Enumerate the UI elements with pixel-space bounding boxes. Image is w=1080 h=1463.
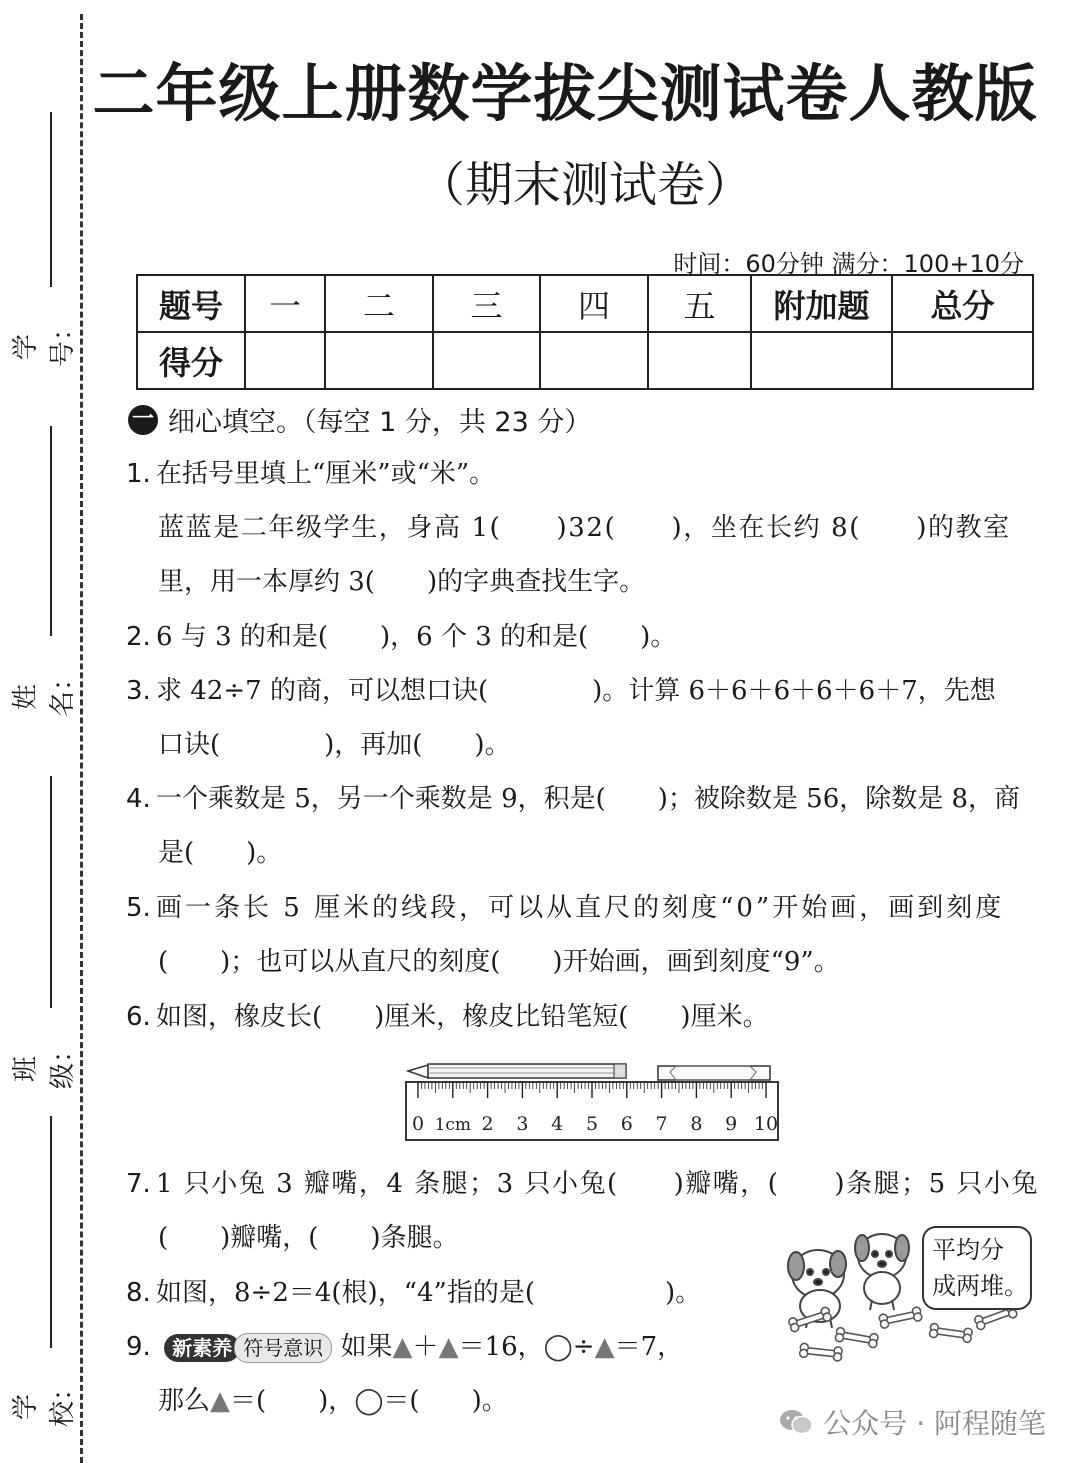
question-text: 在括号里填上“厘米”或“米”。	[156, 459, 496, 489]
bone-icon	[788, 1303, 1018, 1361]
score-header-cell: 题号	[137, 275, 245, 332]
ruler-tick-label: 3	[516, 1113, 529, 1135]
score-header-cell: 三	[433, 275, 540, 332]
score-header-cell: 五	[648, 275, 751, 332]
question-text: 求 42÷7 的商，可以想口诀( )。计算 6＋6＋6＋6＋6＋7，先想	[156, 676, 996, 706]
score-row-label: 得分	[137, 332, 245, 389]
time-info: 时间：60分钟 满分：100+10分	[673, 250, 1024, 278]
wechat-icon	[779, 1408, 813, 1436]
watermark-text: 公众号 · 阿程随笔	[823, 1407, 1046, 1440]
name-label: 姓名：	[11, 664, 78, 717]
question-text: 是( )。	[158, 838, 283, 868]
school-line	[50, 1116, 52, 1348]
plus-sign: ＋	[412, 1332, 439, 1362]
ruler-tick-label: 0	[411, 1113, 425, 1135]
question-text: 6 与 3 的和是( )，6 个 3 的和是( )。	[156, 622, 677, 652]
triangle-icon: ▲	[438, 1332, 459, 1362]
question-text: 蓝蓝是二年级学生，身高 1( )32( )，坐在长约 8( )的教室	[158, 513, 1011, 543]
binding-dashed-line	[80, 14, 83, 1463]
watermark	[779, 1402, 1046, 1442]
question-text: 如图，橡皮长( )厘米，橡皮比铅笔短( )厘米。	[156, 1002, 769, 1032]
badge-symbol-sense: 符号意识	[234, 1333, 332, 1363]
triangle-icon: ▲	[392, 1332, 413, 1362]
question-number: 5.	[126, 893, 151, 923]
circle-icon: ◯	[543, 1332, 573, 1362]
ruler-tick-label: 8	[690, 1113, 703, 1135]
speech-bubble-line: 成两堆。	[932, 1272, 1028, 1300]
score-cell[interactable]	[648, 332, 751, 389]
score-header-cell: 一	[245, 275, 325, 332]
triangle-icon: ▲	[210, 1386, 231, 1416]
question-text: ＝( )，	[230, 1386, 355, 1416]
ruler-tick-label: 2	[481, 1113, 494, 1135]
class-line	[50, 776, 52, 1008]
question-1	[126, 447, 1036, 609]
question-text: 里，用一本厚约 3( )的字典查找生字。	[158, 567, 646, 597]
question-number: 6.	[126, 1002, 151, 1032]
question-text: ＝( )。	[383, 1386, 508, 1416]
question-text: 那么	[158, 1386, 211, 1416]
question-text: ( )；也可以从直尺的刻度( )开始画，画到刻度“9”。	[158, 947, 840, 977]
question-number: 1.	[126, 459, 151, 489]
question-4	[126, 772, 1036, 880]
score-cell[interactable]	[245, 332, 325, 389]
section-number: 一	[128, 405, 158, 435]
ruler-tick-label: 7	[655, 1113, 668, 1135]
student-id-label: 学号：	[11, 314, 78, 367]
question-text: ＝7，	[614, 1332, 684, 1362]
question-text: 如果	[340, 1332, 393, 1362]
score-table	[136, 274, 1034, 390]
question-text: 画一条长 5 厘米的线段，可以从直尺的刻度“0”开始画，画到刻度	[156, 893, 1005, 923]
speech-bubble-line: 平均分	[932, 1236, 1004, 1264]
question-6	[126, 990, 1036, 1044]
question-text: ( )瓣嘴，( )条腿。	[158, 1223, 459, 1253]
score-table-score-row	[137, 332, 1033, 389]
score-cell[interactable]	[325, 332, 433, 389]
score-header-cell: 总分	[892, 275, 1033, 332]
ruler-tick-label: 4	[551, 1113, 564, 1135]
question-text: 一个乘数是 5，另一个乘数是 9，积是( )；被除数是 56，除数是 8，商	[156, 784, 1021, 814]
score-header-cell: 二	[325, 275, 433, 332]
divide-sign: ÷	[572, 1332, 595, 1362]
badge-new-literacy: 新素养	[164, 1334, 240, 1362]
question-2	[126, 610, 1036, 664]
school-label: 学校：	[11, 1374, 78, 1427]
eraser	[658, 1066, 770, 1080]
class-label: 班级：	[11, 1036, 78, 1089]
question-text: 口诀( )，再加( )。	[158, 730, 511, 760]
question-5	[126, 881, 1036, 989]
score-cell[interactable]	[433, 332, 540, 389]
question-number: 8.	[126, 1278, 151, 1308]
ruler-tick-label: 6	[620, 1113, 633, 1135]
score-header-cell: 四	[540, 275, 648, 332]
score-cell[interactable]	[540, 332, 648, 389]
question-3	[126, 664, 1036, 772]
score-cell[interactable]	[892, 332, 1033, 389]
question-text: ＝16，	[458, 1332, 544, 1362]
question-number: 3.	[126, 676, 151, 706]
page-subtitle: （期末测试卷）	[416, 157, 753, 213]
name-line	[50, 426, 52, 636]
question-text: 如图，8÷2＝4(根)，“4”指的是( )。	[156, 1278, 702, 1308]
speech-bubble	[922, 1226, 1032, 1310]
question-number: 4.	[126, 784, 151, 814]
score-header-cell: 附加题	[751, 275, 892, 332]
ruler-tick-label: 5	[585, 1113, 599, 1135]
question-number: 7.	[126, 1169, 151, 1199]
page-title: 二年级上册数学拔尖测试卷人教版	[92, 57, 1038, 130]
ruler-tick-label: 1cm	[434, 1115, 472, 1135]
ruler-tick-label: 9	[725, 1113, 738, 1135]
circle-icon: ◯	[354, 1386, 384, 1416]
pencil-left	[408, 1064, 626, 1078]
score-cell[interactable]	[751, 332, 892, 389]
section-title: 细心填空。（每空 1 分，共 23 分）	[168, 407, 592, 438]
score-table-header-row	[137, 275, 1033, 332]
question-number: 9.	[126, 1332, 151, 1362]
triangle-icon: ▲	[594, 1332, 615, 1362]
ruler-figure	[404, 1058, 780, 1144]
dog-icon	[855, 1234, 909, 1310]
section-heading	[128, 400, 591, 439]
question-number: 2.	[126, 622, 151, 652]
question-text: 1 只小兔 3 瓣嘴，4 条腿；3 只小兔( )瓣嘴，( )条腿；5 只小兔	[156, 1169, 1039, 1199]
ruler-tick-label: 10	[753, 1113, 779, 1135]
